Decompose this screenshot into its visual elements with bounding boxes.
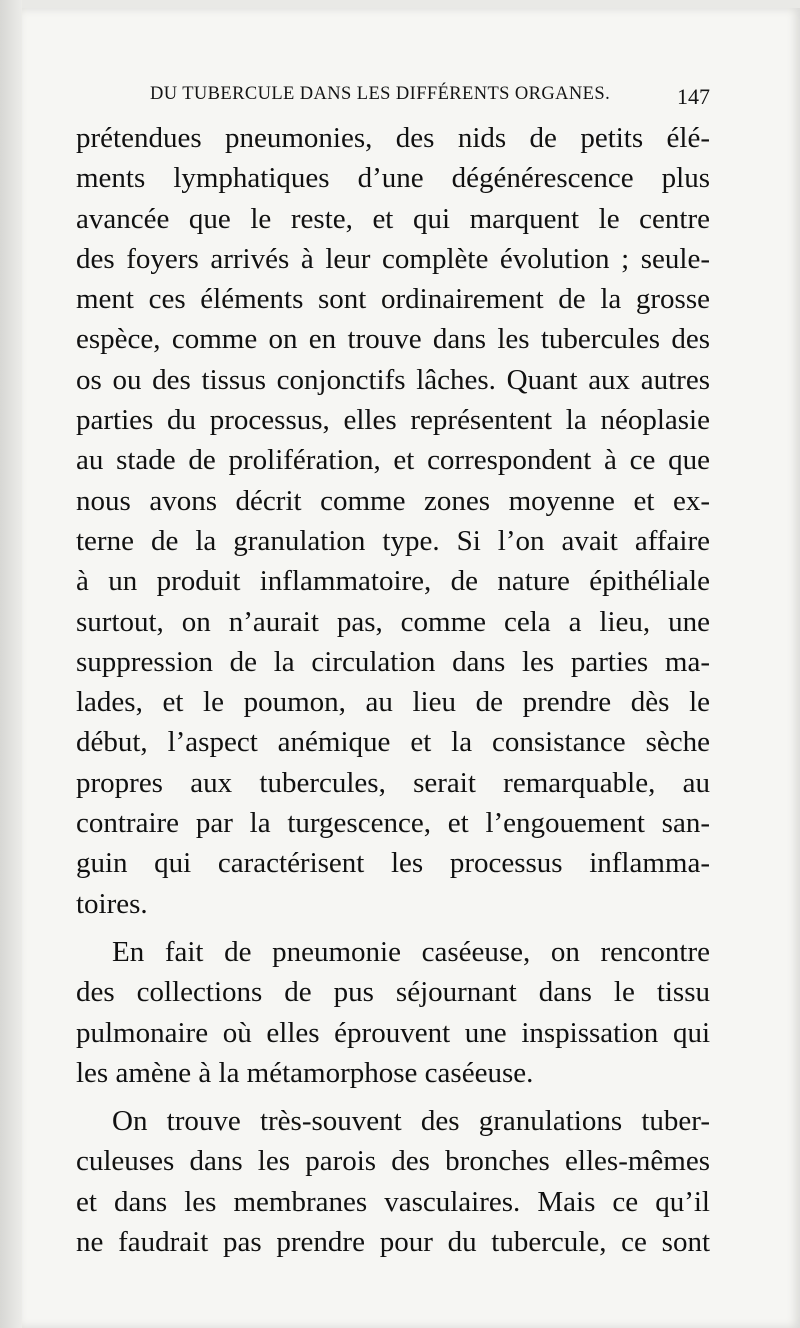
paragraph-3 — [76, 1101, 710, 1262]
running-header — [150, 84, 710, 114]
text-line: En fait de pneumonie caséeuse, on rencontre — [112, 935, 710, 968]
paragraph-1 — [76, 118, 710, 924]
text-line: à un produit inflammatoire, de nature épithéliale — [76, 565, 710, 598]
text-line: lades, et le poumon, au lieu de prendre dès le — [76, 686, 710, 719]
text-line: contraire par la turgescence, et l’engouement san- — [76, 807, 710, 840]
paragraph-gap — [76, 924, 710, 932]
text-line: espèce, comme on en trouve dans les tubercules des — [76, 323, 710, 356]
text-line: On trouve très-souvent des granulations tuber- — [112, 1105, 710, 1138]
text-line: avancée que le reste, et qui marquent le centre — [76, 202, 710, 235]
text-line: terne de la granulation type. Si l’on avait affaire — [76, 524, 710, 557]
text-line: ne faudrait pas prendre pour du tubercule, ce sont — [76, 1226, 710, 1259]
text-line: guin qui caractérisent les processus inflamma- — [76, 847, 710, 880]
text-line: os ou des tissus conjonctifs lâches. Quant aux autres — [76, 363, 710, 396]
text-line: ment ces éléments sont ordinairement de la grosse — [76, 283, 710, 316]
text-line: culeuses dans les parois des bronches elles-mêmes — [76, 1145, 710, 1178]
text-line: et dans les membranes vasculaires. Mais ce qu’il — [76, 1185, 710, 1218]
body-text — [76, 118, 710, 1262]
text-line: pulmonaire où elles éprouvent une inspissation qui — [76, 1016, 710, 1049]
text-line: ments lymphatiques d’une dégénérescence plus — [76, 162, 710, 195]
text-line: des foyers arrivés à leur complète évolution ; seule- — [76, 242, 710, 275]
text-line: les amène à la métamorphose caséeuse. — [76, 1056, 534, 1089]
text-line: parties du processus, elles représentent la néoplasie — [76, 404, 710, 437]
text-line: prétendues pneumonies, des nids de petits élé- — [76, 122, 710, 154]
text-line: nous avons décrit comme zones moyenne et ex- — [76, 484, 710, 517]
page-gutter-shadow — [0, 0, 22, 1328]
text-line: des collections de pus séjournant dans le tissu — [76, 976, 710, 1009]
text-line: suppression de la circulation dans les parties ma- — [76, 645, 710, 678]
text-line: début, l’aspect anémique et la consistance sèche — [76, 726, 710, 759]
running-title: DU TUBERCULE DANS LES DIFFÉRENTS ORGANES. — [150, 84, 611, 104]
text-line: toires. — [76, 887, 148, 920]
text-line: au stade de prolifération, et correspondent à ce que — [76, 444, 710, 477]
text-line: propres aux tubercules, serait remarquable, au — [76, 766, 710, 799]
paragraph-2 — [76, 932, 710, 1093]
text-line: surtout, on n’aurait pas, comme cela a lieu, une — [76, 605, 710, 638]
paragraph-gap — [76, 1093, 710, 1101]
page-number: 147 — [677, 84, 710, 109]
